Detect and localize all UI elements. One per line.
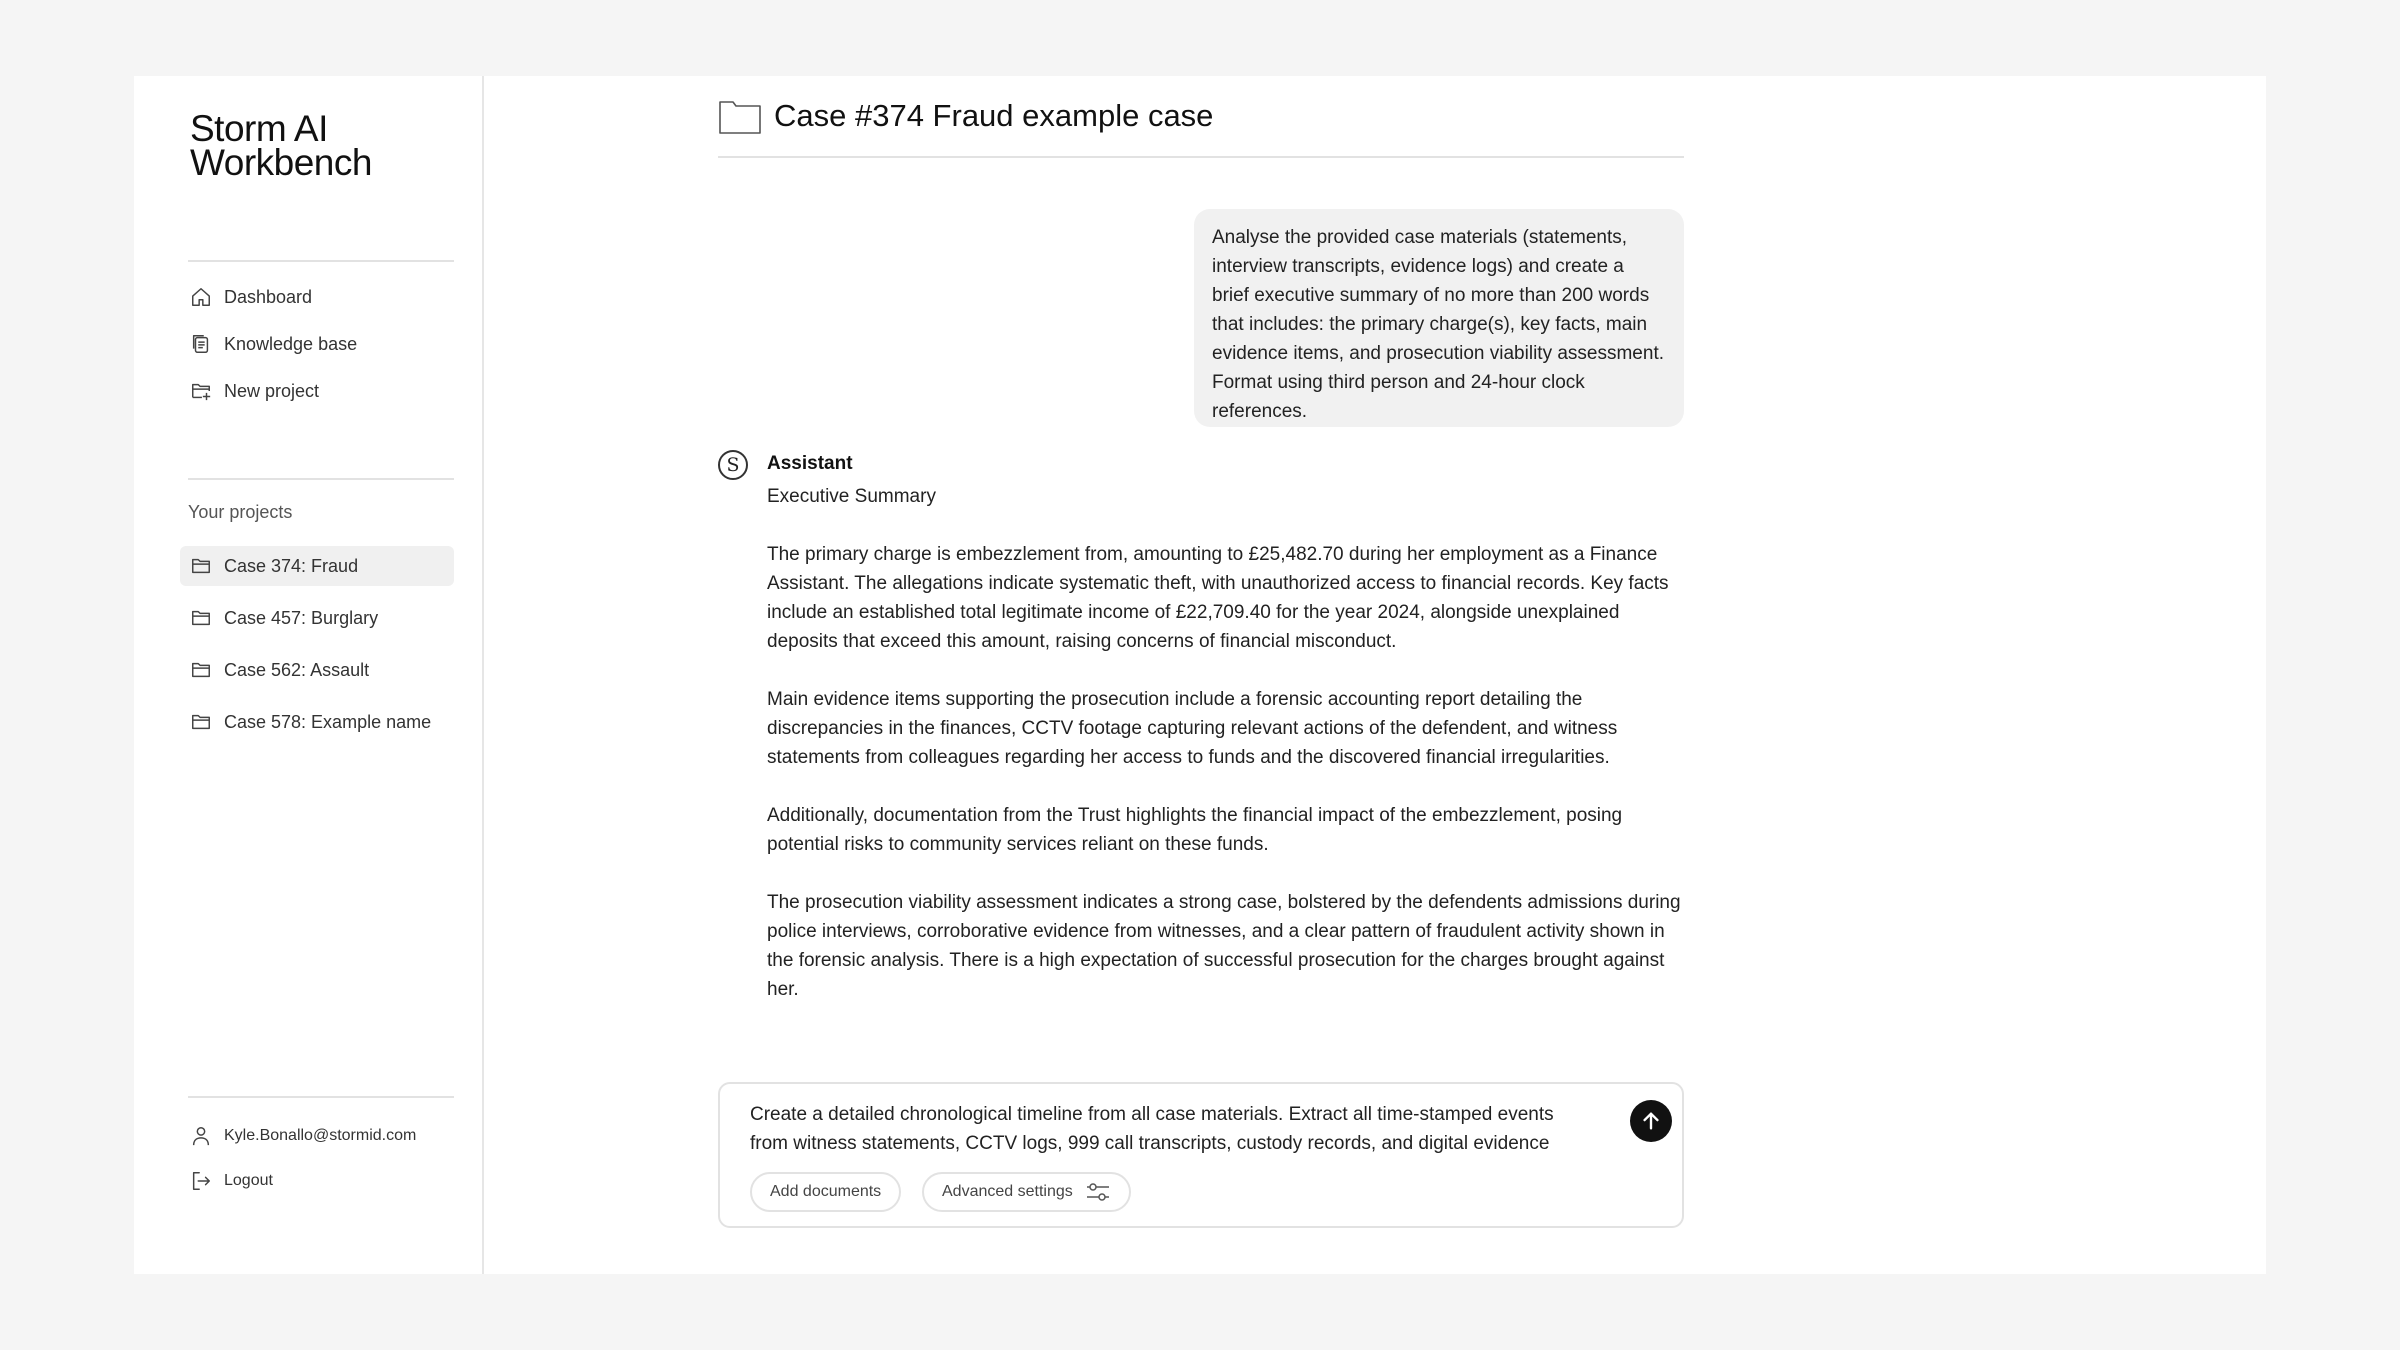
assistant-avatar: S xyxy=(718,450,748,480)
folder-icon xyxy=(190,659,212,681)
nav-item-knowledge-base[interactable] xyxy=(186,325,454,363)
logout-button[interactable] xyxy=(186,1165,273,1197)
project-item-label: Case 457: Burglary xyxy=(224,607,379,628)
project-item-case-562[interactable] xyxy=(180,650,454,690)
project-item-case-578[interactable] xyxy=(180,702,454,742)
project-item-label: Case 374: Fraud xyxy=(224,555,359,576)
logout-label: Logout xyxy=(224,1172,273,1189)
advanced-settings-button[interactable] xyxy=(922,1172,1131,1212)
assistant-paragraph: The primary charge is embezzlement from, amounting to £25,482.70 during her employment as a Finance Assistant. The allegations indicate systematic theft, with unauthorized access to financial records. Key facts include an established total legitimate income of £22,709.40 for the year 2024, alongside unexplained deposits that exceed this amount, raising concerns of financial misconduct. xyxy=(767,544,1669,652)
sidebar-divider xyxy=(188,478,454,480)
nav-item-new-project[interactable] xyxy=(186,372,454,410)
folder-icon xyxy=(190,555,212,577)
folder-icon xyxy=(190,607,212,629)
app-title-line-2: Workbench xyxy=(190,142,372,183)
folder-icon xyxy=(718,98,762,136)
nav-item-dashboard[interactable] xyxy=(186,278,454,316)
account-email-label: Kyle.Bonallo@stormid.com xyxy=(224,1127,417,1144)
sidebar-divider xyxy=(188,260,454,262)
account-email[interactable] xyxy=(186,1120,416,1152)
nav-item-label: Dashboard xyxy=(224,286,313,307)
assistant-message xyxy=(767,482,1687,1033)
app-window xyxy=(134,76,2266,1274)
add-documents-label: Add documents xyxy=(770,1183,882,1200)
page-title: Case #374 Fraud example case xyxy=(774,98,1214,133)
user-message: Analyse the provided case materials (statements, interview transcripts, evidence logs) and create a brief executive summary of no more than 200 words that includes: the primary charge(s), key facts, main evidence items, and prosecution viability assessment. Format using third person and 24-hour clock references. xyxy=(1194,209,1684,427)
arrow-up-icon xyxy=(1640,1110,1662,1132)
documents-icon xyxy=(190,333,212,355)
project-item-case-457[interactable] xyxy=(180,598,454,638)
message-composer[interactable] xyxy=(718,1082,1684,1228)
project-item-case-374[interactable] xyxy=(180,546,454,586)
app-title-line-1: Storm AI xyxy=(190,108,328,149)
app-title xyxy=(190,108,372,183)
folder-plus-icon xyxy=(190,380,212,402)
nav-item-label: New project xyxy=(224,380,320,401)
home-icon xyxy=(190,286,212,308)
projects-section-label: Your projects xyxy=(188,502,293,522)
advanced-settings-label: Advanced settings xyxy=(942,1183,1073,1200)
user-icon xyxy=(190,1125,212,1147)
page-header xyxy=(718,96,1684,158)
assistant-paragraph: Main evidence items supporting the prosecution include a forensic accounting report detailing the discrepancies in the finances, CCTV footage capturing relevant actions of the defendent, and witness statements from colleagues regarding her access to funds and the discovered financial irregularities. xyxy=(767,689,1618,768)
nav-item-label: Knowledge base xyxy=(224,333,358,354)
sidebar xyxy=(134,76,484,1274)
assistant-message-heading: Executive Summary xyxy=(767,486,936,507)
assistant-paragraph: Additionally, documentation from the Trust highlights the financial impact of the embezzlement, posing potential risks to community services reliant on these funds. xyxy=(767,805,1623,855)
assistant-name: Assistant xyxy=(767,453,853,474)
folder-icon xyxy=(190,711,212,733)
add-documents-button[interactable] xyxy=(750,1172,901,1212)
sliders-icon xyxy=(1085,1181,1111,1203)
project-item-label: Case 562: Assault xyxy=(224,659,370,680)
logout-icon xyxy=(190,1170,212,1192)
composer-input[interactable]: Create a detailed chronological timeline from all case materials. Extract all time-stamped events from witness statements, CCTV logs, 999 call transcripts, custody records, and digital evidence xyxy=(750,1104,1554,1154)
send-button[interactable] xyxy=(1630,1100,1672,1142)
assistant-paragraph: The prosecution viability assessment indicates a strong case, bolstered by the defendents admissions during police interviews, corroborative evidence from witnesses, and a clear pattern of fraudulent activity shown in the forensic analysis. There is a high expectation of successful prosecution for the charges brought against her. xyxy=(767,892,1681,1000)
sidebar-divider xyxy=(188,1096,454,1098)
project-item-label: Case 578: Example name xyxy=(224,711,432,732)
